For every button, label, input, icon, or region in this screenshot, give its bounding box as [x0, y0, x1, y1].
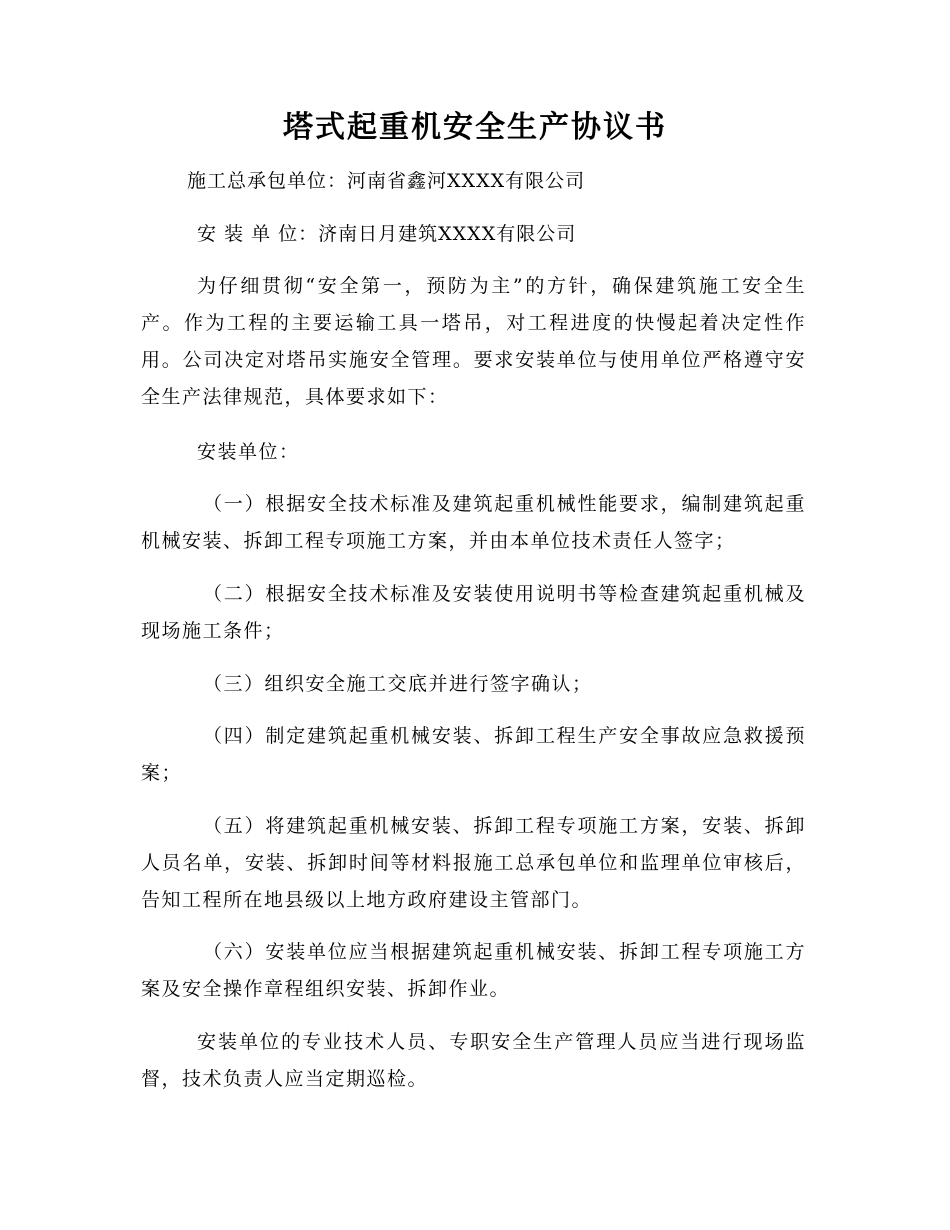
requirement-item-3: （三）组织安全施工交底并进行签字确认；	[203, 673, 593, 695]
contractor-value: 河南省鑫河XXXX有限公司	[347, 170, 586, 192]
requirement-item-4: （四）制定建筑起重机械安装、拆卸工程生产安全事故应急救援预案；	[141, 725, 806, 784]
installer-value: 济南日月建筑XXXX有限公司	[318, 223, 577, 245]
closing-paragraph: 安装单位的专业技术人员、专职安全生产管理人员应当进行现场监督，技术负责人应当定期巡检。	[141, 1031, 806, 1090]
installer-label: 安 装 单 位：	[197, 223, 319, 245]
contractor-label: 施工总承包单位：	[187, 170, 348, 192]
intro-paragraph: 为仔细贯彻“安全第一，预防为主”的方针，确保建筑施工安全生产。作为工程的主要运输工具一塔吊，对工程进度的快慢起着决定性作用。公司决定对塔吊实施安全管理。要求安装单位与使用单位严格遵守安全生产法律规范，具体要求如下：	[141, 275, 806, 408]
document-title: 塔式起重机安全生产协议书	[283, 110, 667, 145]
requirement-item-5: （五）将建筑起重机械安装、拆卸工程专项施工方案，安装、拆卸人员名单，安装、拆卸时间等材料报施工总承包单位和监理单位审核后，告知工程所在地县级以上地方政府建设主管部门。	[141, 815, 806, 911]
contractor-line	[187, 168, 585, 194]
requirement-item-1: （一）根据安全技术标准及建筑起重机械性能要求，编制建筑起重机械安装、拆卸工程专项施工方案，并由本单位技术责任人签字；	[141, 493, 806, 552]
requirement-item-6: （六）安装单位应当根据建筑起重机械安装、拆卸工程专项施工方案及安全操作章程组织安装、拆卸作业。	[141, 941, 806, 1000]
installer-line	[197, 221, 576, 247]
requirement-item-2: （二）根据安全技术标准及安装使用说明书等检查建筑起重机械及现场施工条件；	[141, 583, 806, 642]
section-heading: 安装单位：	[197, 441, 300, 463]
